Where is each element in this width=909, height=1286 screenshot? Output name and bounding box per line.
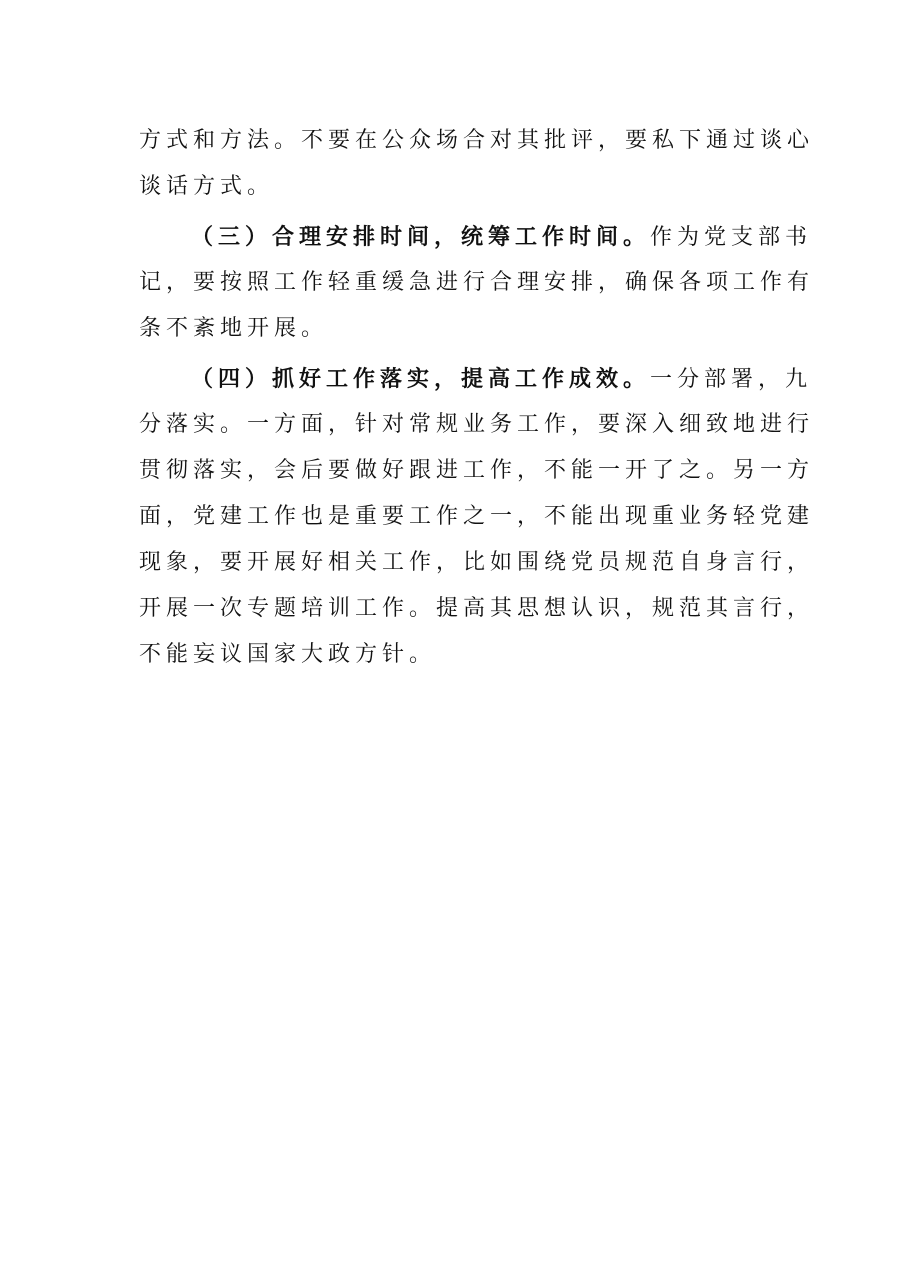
text-line: 记，要按照工作轻重缓急进行合理安排，确保各项工作有 [139, 270, 815, 295]
text-line: 开展一次专题培训工作。提高其思想认识，规范其言行， [139, 596, 815, 621]
text-line: 贯彻落实，会后要做好跟进工作，不能一开了之。另一方 [139, 458, 815, 483]
text-line: 现象，要开展好相关工作，比如围绕党员规范自身言行， [139, 550, 815, 575]
document-body [139, 118, 815, 678]
text-line: 分落实。一方面，针对常规业务工作，要深入细致地进行 [139, 412, 815, 437]
paragraph-text: 一分部署，九 [650, 367, 813, 392]
paragraph-3 [139, 356, 815, 678]
text-line: 谈话方式。 [139, 174, 275, 199]
section-heading-3: （三）合理安排时间，统筹工作时间。 [191, 224, 651, 250]
text-line: 面，党建工作也是重要工作之一，不能出现重业务轻党建 [139, 504, 815, 529]
text-line [139, 214, 813, 260]
paragraph-text: 作为党支部书 [650, 225, 813, 250]
text-line: 方式和方法。不要在公众场合对其批评，要私下通过谈心 [139, 128, 815, 153]
section-heading-4: （四）抓好工作落实，提高工作成效。 [191, 366, 651, 392]
text-line: 条不紊地开展。 [139, 316, 329, 341]
text-line: 不能妄议国家大政方针。 [139, 642, 437, 667]
text-line [139, 356, 813, 402]
paragraph-2 [139, 214, 815, 352]
paragraph-1 [139, 118, 815, 210]
